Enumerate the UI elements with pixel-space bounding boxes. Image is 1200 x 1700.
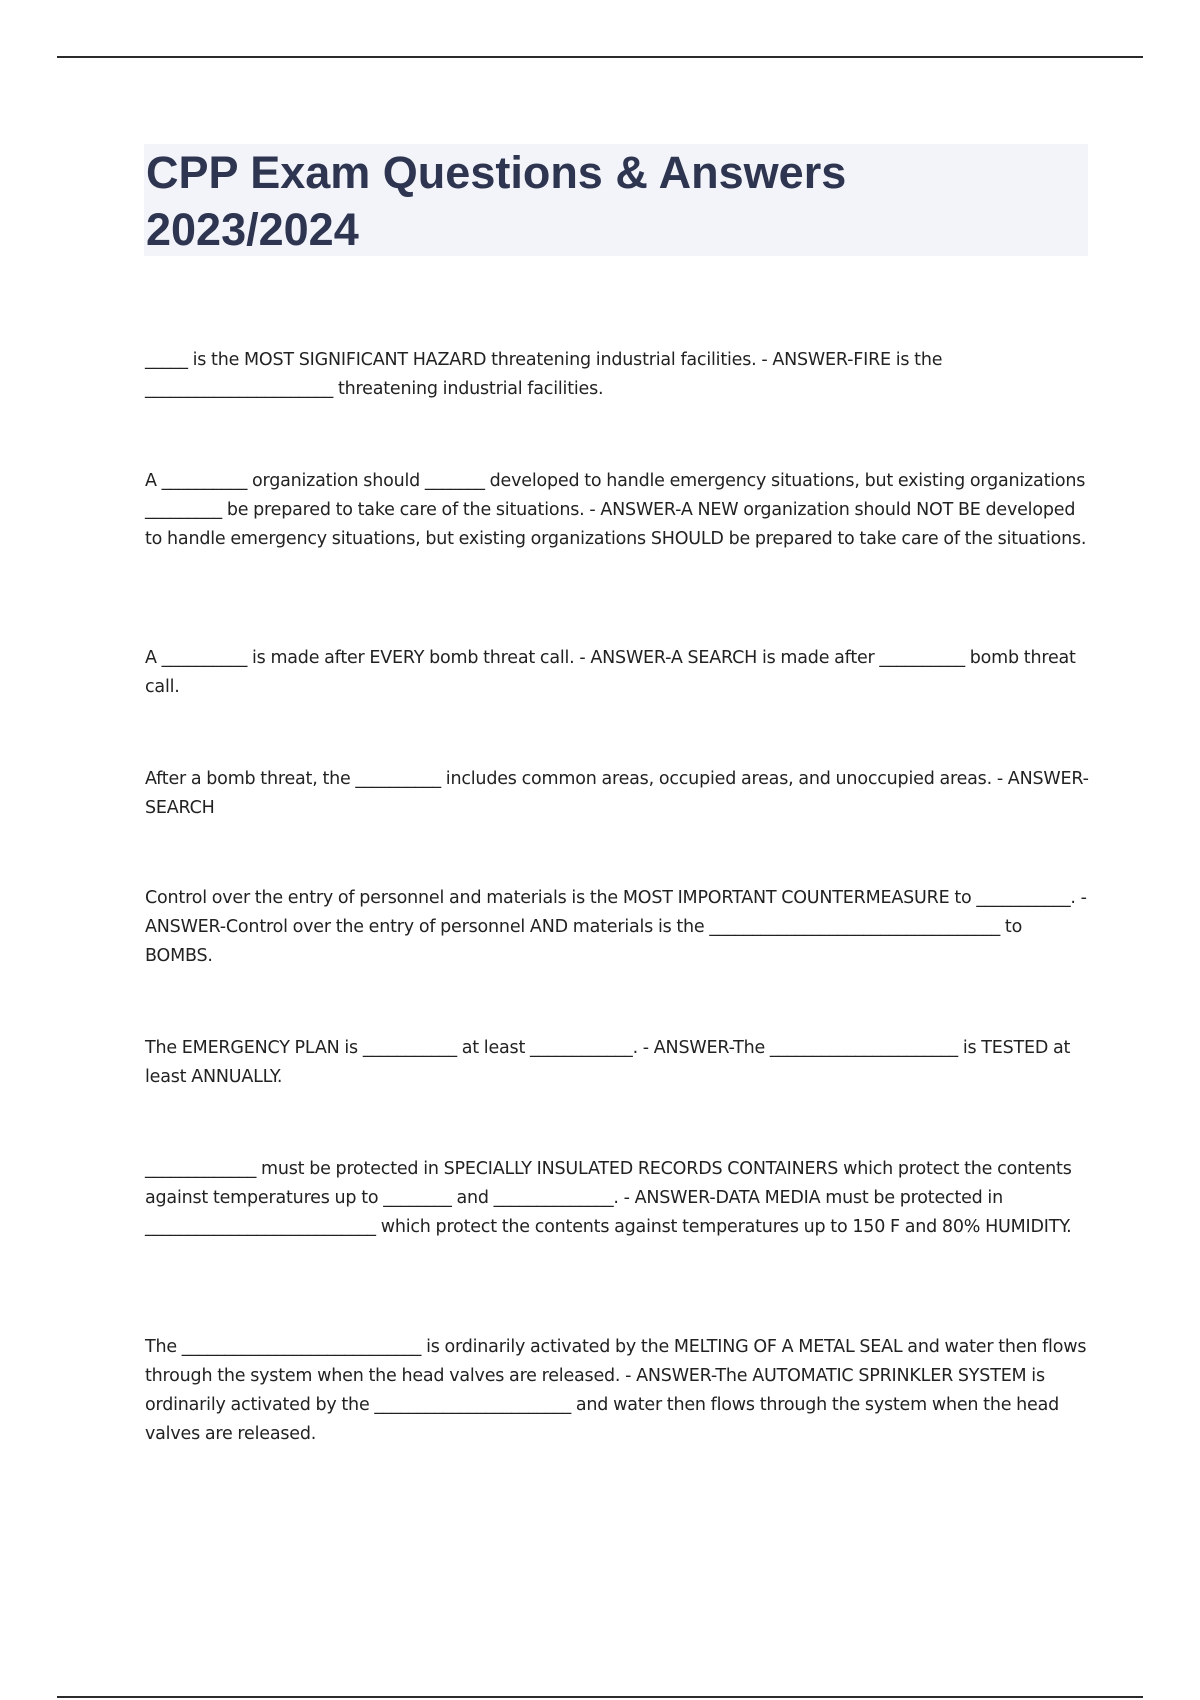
title-block: [144, 144, 1088, 256]
header-rule: [57, 56, 1143, 58]
qa-item-2: A __________ organization should _______ developed to handle emergency situations, but existing organizations _________ be prepared to take care of the situations. - ANSWER-A NEW organization should NOT BE developed to handle emergency situations, but existing organizations SHOULD be prepared to take care of the situations.: [145, 471, 1087, 549]
title-line-2: 2023/2024: [146, 204, 359, 255]
title-line-1: CPP Exam Questions & Answers: [146, 147, 847, 198]
qa-item-4: After a bomb threat, the __________ includes common areas, occupied areas, and unoccupied areas. - ANSWER-SEARCH: [145, 769, 1089, 818]
qa-item-3: A __________ is made after EVERY bomb threat call. - ANSWER-A SEARCH is made after __________ bomb threat call.: [145, 648, 1076, 697]
qa-item-5: Control over the entry of personnel and materials is the MOST IMPORTANT COUNTERMEASURE to ___________. - ANSWER-Control over the entry of personnel AND materials is the __________________________________ to BOMBS.: [145, 888, 1087, 966]
qa-item-6: The EMERGENCY PLAN is ___________ at least ____________. - ANSWER-The ______________________ is TESTED at least ANNUALLY.: [145, 1038, 1071, 1087]
footer-rule: [57, 1696, 1143, 1698]
qa-item-8: The ____________________________ is ordinarily activated by the MELTING OF A METAL SEAL and water then flows through the system when the head valves are released. - ANSWER-The AUTOMATIC SPRINKLER SYSTEM is ordinarily activated by the _______________________ and water then flows through the system when the head valves are released.: [145, 1337, 1087, 1444]
qa-item-7: _____________ must be protected in SPECIALLY INSULATED RECORDS CONTAINERS which protect the contents against temperatures up to ________ and ______________. - ANSWER-DATA MEDIA must be protected in ___________________________ which protect the contents against temperatures up to 150 F and 80% HUMIDITY.: [145, 1159, 1072, 1237]
page-title: [144, 144, 1088, 258]
qa-item-1: _____ is the MOST SIGNIFICANT HAZARD threatening industrial facilities. - ANSWER-FIRE is the ______________________ threatening industrial facilities.: [145, 350, 943, 399]
